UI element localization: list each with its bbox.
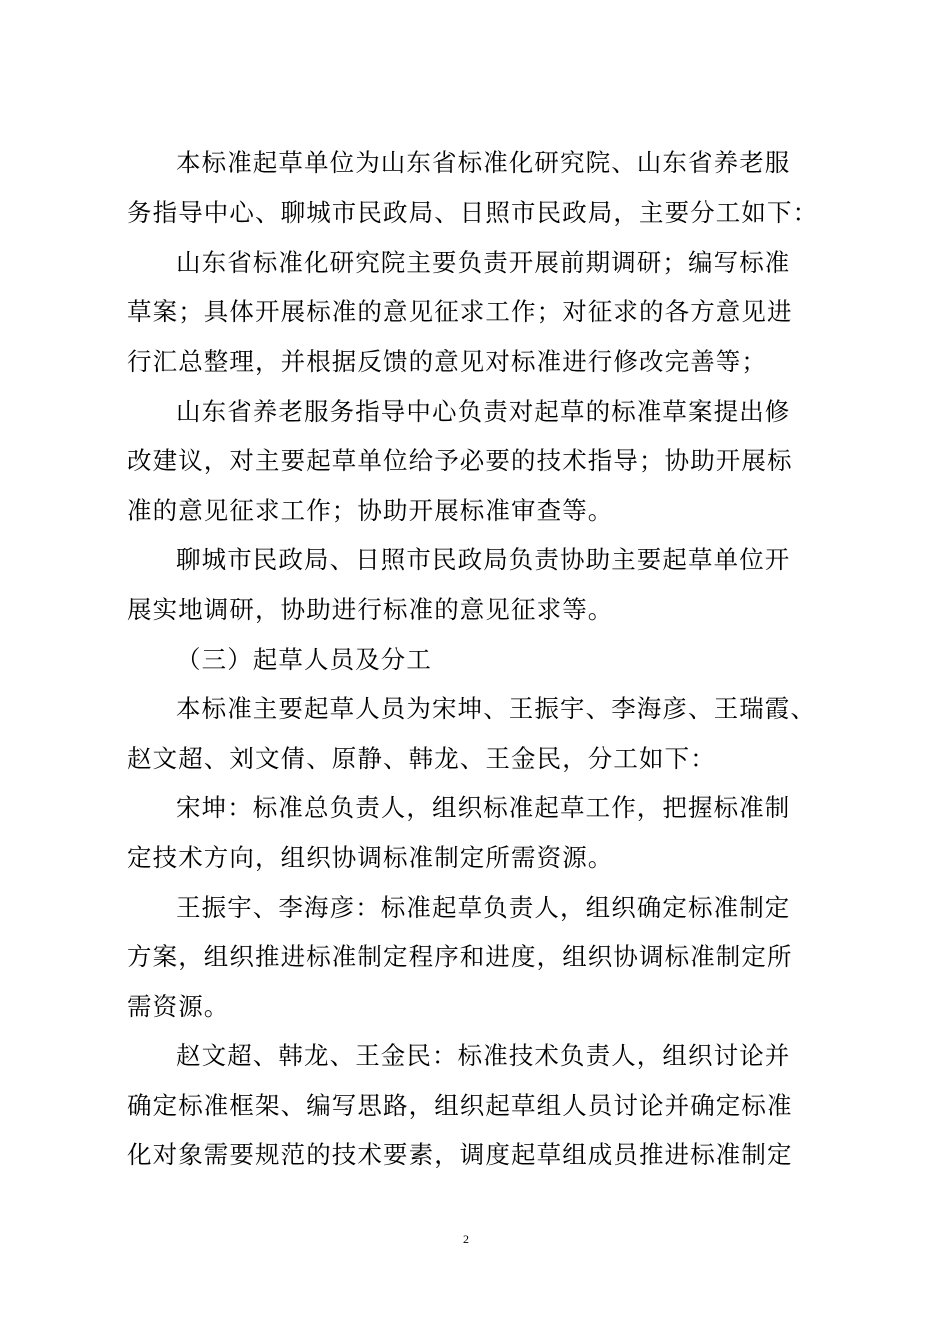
paragraph-line: 本标准起草单位为山东省标准化研究院、山东省养老服	[176, 148, 791, 177]
paragraph-line: 务指导中心、聊城市民政局、日照市民政局，主要分工如下：	[127, 198, 819, 227]
paragraph-line: 赵文超、刘文倩、原静、韩龙、王金民，分工如下：	[127, 744, 716, 773]
paragraph-line: 本标准主要起草人员为宋坤、王振宇、李海彦、王瑞霞、	[176, 694, 816, 723]
paragraph-line: 改建议，对主要起草单位给予必要的技术指导；协助开展标	[127, 446, 793, 475]
paragraph-line: 王振宇、李海彦：标准起草负责人，组织确定标准制定	[176, 893, 791, 922]
page-number: 2	[463, 1232, 469, 1246]
paragraph-line: 山东省养老服务指导中心负责对起草的标准草案提出修	[176, 397, 791, 426]
paragraph-line: 聊城市民政局、日照市民政局负责协助主要起草单位开	[176, 545, 791, 574]
paragraph-line: 准的意见征求工作；协助开展标准审查等。	[127, 496, 614, 525]
paragraph-line: 确定标准框架、编写思路，组织起草组人员讨论并确定标准	[127, 1091, 793, 1120]
paragraph-line: 需资源。	[127, 992, 230, 1021]
paragraph-line: 方案，组织推进标准制定程序和进度，组织协调标准制定所	[127, 942, 793, 971]
paragraph-line: 草案；具体开展标准的意见征求工作；对征求的各方意见进	[127, 297, 793, 326]
paragraph-line: 宋坤：标准总负责人，组织标准起草工作，把握标准制	[176, 793, 791, 822]
paragraph-line: 行汇总整理，并根据反馈的意见对标准进行修改完善等；	[127, 347, 767, 376]
paragraph-line: 赵文超、韩龙、王金民：标准技术负责人，组织讨论并	[176, 1041, 791, 1070]
paragraph-line: 山东省标准化研究院主要负责开展前期调研；编写标准	[176, 248, 791, 277]
paragraph-line: 定技术方向，组织协调标准制定所需资源。	[127, 843, 614, 872]
section-heading: （三）起草人员及分工	[176, 645, 432, 674]
paragraph-line: 展实地调研，协助进行标准的意见征求等。	[127, 595, 614, 624]
paragraph-line: 化对象需要规范的技术要素，调度起草组成员推进标准制定	[127, 1140, 793, 1169]
